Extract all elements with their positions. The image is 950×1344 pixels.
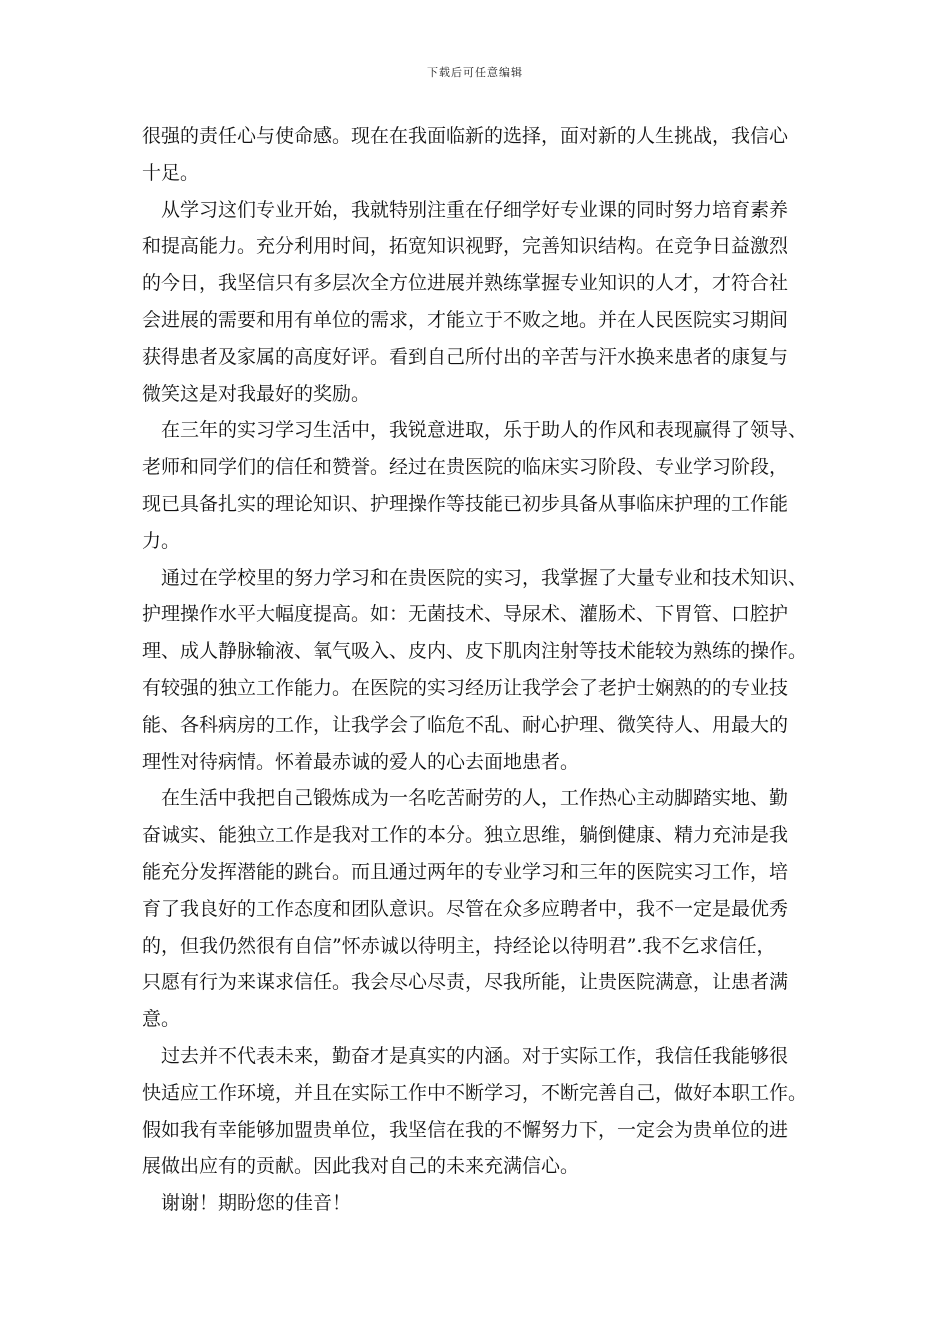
text-line: 理、成人静脉输液、氧气吸入、皮内、皮下肌肉注射等技术能较为熟练的操作。 [142, 640, 808, 663]
text-line: 从学习这们专业开始，我就特别注重在仔细学好专业课的同时努力培育素养 [161, 198, 789, 221]
text-line: 在三年的实习学习生活中，我锐意进取，乐于助人的作风和表现赢得了领导、 [161, 419, 808, 442]
paragraph-internship [142, 412, 826, 559]
text-line: 能、各科病房的工作，让我学会了临危不乱、耐心护理、微笑待人、用最大的 [142, 713, 789, 736]
document-body [142, 118, 826, 1222]
text-line: 的今日，我坚信只有多层次全方位进展并熟练掌握专业知识的人才，才符合社 [142, 272, 789, 295]
text-line: 在生活中我把自己锻炼成为一名吃苦耐劳的人，工作热心主动脚踏实地、勤 [161, 787, 789, 810]
text-line: 过去并不代表未来，勤奋才是真实的内涵。对于实际工作，我信任我能够很 [161, 1044, 789, 1067]
text-line: 能充分发挥潜能的跳台。而且通过两年的专业学习和三年的医院实习工作，培 [142, 860, 789, 883]
text-line: 很强的责任心与使命感。现在在我面临新的选择，面对新的人生挑战，我信心 [142, 125, 789, 147]
text-line: 展做出应有的贡献。因此我对自己的未来充满信心。 [142, 1155, 580, 1178]
page-header: 下载后可任意编辑 [427, 66, 523, 79]
paragraph-study [142, 192, 826, 413]
paragraph-skills [142, 560, 826, 781]
text-line: 会进展的需要和用有单位的需求，才能立于不败之地。并在人民医院实习期间 [142, 308, 789, 331]
text-line: 现已具备扎实的理论知识、护理操作等技能已初步具备从事临床护理的工作能 [142, 492, 789, 515]
paragraph-continuation [142, 118, 826, 192]
text-line: 假如我有幸能够加盟贵单位，我坚信在我的不懈努力下，一定会为贵单位的进 [142, 1118, 789, 1141]
text-line: 意。 [142, 1008, 181, 1031]
text-line: 和提高能力。充分利用时间，拓宽知识视野，完善知识结构。在竞争日益激烈 [142, 235, 789, 258]
text-line: 力。 [142, 529, 181, 552]
text-line: 获得患者及家属的高度好评。看到自己所付出的辛苦与汗水换来患者的康复与 [142, 345, 789, 368]
paragraph-future [142, 1038, 826, 1185]
text-line: 老师和同学们的信任和赞誉。经过在贵医院的临床实习阶段、专业学习阶段， [142, 456, 789, 479]
text-line: 快适应工作环境，并且在实际工作中不断学习，不断完善自己，做好本职工作。 [142, 1081, 808, 1104]
text-line: 十足。 [142, 161, 200, 184]
text-line: 育了我良好的工作态度和团队意识。尽管在众多应聘者中，我不一定是最优秀 [142, 897, 789, 920]
paragraph-character [142, 780, 826, 1038]
text-line: 理性对待病情。怀着最赤诚的爱人的心去面地患者。 [142, 750, 580, 773]
text-line: 护理操作水平大幅度提高。如：无菌技术、导尿术、灌肠术、下胃管、口腔护 [142, 603, 789, 626]
text-line: 奋诚实、能独立工作是我对工作的本分。独立思维，躺倒健康、精力充沛是我 [142, 824, 789, 847]
text-line: 的，但我仍然很有自信”怀赤诚以待明主，持经论以待明君”.我不乞求信任， [142, 934, 776, 957]
closing-line: 谢谢！期盼您的佳音！ [161, 1192, 352, 1215]
text-line: 只愿有行为来谋求信任。我会尽心尽责，尽我所能，让贵医院满意，让患者满 [142, 971, 789, 994]
text-line: 有较强的独立工作能力。在医院的实习经历让我学会了老护士娴熟的的专业技 [142, 676, 789, 699]
paragraph-closing [142, 1185, 826, 1222]
text-line: 通过在学校里的努力学习和在贵医院的实习，我掌握了大量专业和技术知识、 [161, 566, 808, 589]
text-line: 微笑这是对我最好的奖励。 [142, 382, 371, 405]
